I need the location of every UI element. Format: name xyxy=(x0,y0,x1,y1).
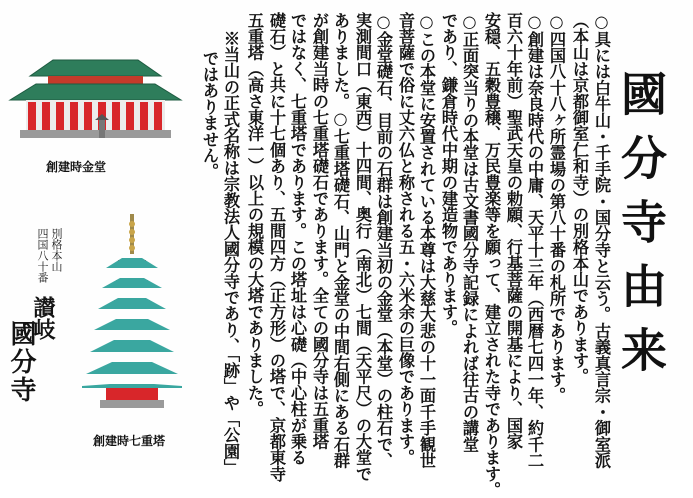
temple-name-sanuki: 讃岐 xyxy=(30,296,56,340)
text-column: ○四国八十八ヶ所霊場の第八十番の札所であります。 xyxy=(547,12,566,404)
text-column: ○創建は奈良時代の中庸、天平十三年（西暦七四一年、約千二 xyxy=(525,12,544,469)
kondo-illustration xyxy=(8,50,183,145)
text-column: であり、鎌倉時代中期の建造物であります。 xyxy=(439,12,458,336)
text-column: 実測間口（東西）十四間、奥行（南北）七間（天平尺）の大堂で xyxy=(353,12,372,482)
text-column: 礎石）と共に十七個あり、五間四方（正方形）の塔で、京都東寺 xyxy=(267,12,286,482)
temple-name-kokubunji: 國分寺 xyxy=(6,320,36,404)
text-column: 音菩薩で俗に丈六仏と称される五・六米余の巨像であります。 xyxy=(396,12,415,466)
text-column: （本山は京都御室仁和寺）の別格本山であります。 xyxy=(570,12,589,385)
note-column: ではありません。 xyxy=(200,50,219,180)
note-column: ※当山の正式名称は宗教法人國分寺であり、「跡」や「公園」 xyxy=(221,30,240,476)
pagoda-illustration xyxy=(82,212,182,422)
text-column: ○この本堂に安置されている本尊は大慈大悲の十一面千手観世 xyxy=(417,12,436,469)
kondo-caption: 創建時金堂 xyxy=(46,160,107,174)
text-column: が創建当時の七重塔礎石であります。全ての國分寺は五重塔 xyxy=(310,12,329,450)
text-column: ○正面突当りの本堂は古文書國分寺記録によれば往古の講堂 xyxy=(460,12,479,453)
text-column: ○具には白牛山・千手院・国分寺と云う。古義真言宗・御室派 xyxy=(592,12,611,469)
text-column: ではなく、七重塔であります。この塔址は心礎（中心柱が乗る xyxy=(288,12,307,466)
temple-pilgrimage-number: 四国八十番 xyxy=(36,228,49,283)
text-column: ○金堂礎石、目前の石群は創建当初の金堂（本堂）の柱石で、 xyxy=(374,12,393,469)
text-column: 安穏、五穀豊穣、万民豊楽等を願って、建立された寺であります。 xyxy=(482,12,501,498)
text-column: 百六十年前）聖武天皇の勅願、行基菩薩の開基により、国家 xyxy=(504,12,523,450)
page-title: 國分寺由来 xyxy=(614,70,668,390)
temple-rank: 別格本山 xyxy=(50,228,63,272)
text-column: 五重塔（高さ東洋一）以上の規模の大塔でありました。 xyxy=(245,12,264,417)
text-column: ありました。○七重塔礎石、山門と金堂の中間右側にある石群 xyxy=(331,12,350,469)
pagoda-caption: 創建時七重塔 xyxy=(93,434,166,448)
